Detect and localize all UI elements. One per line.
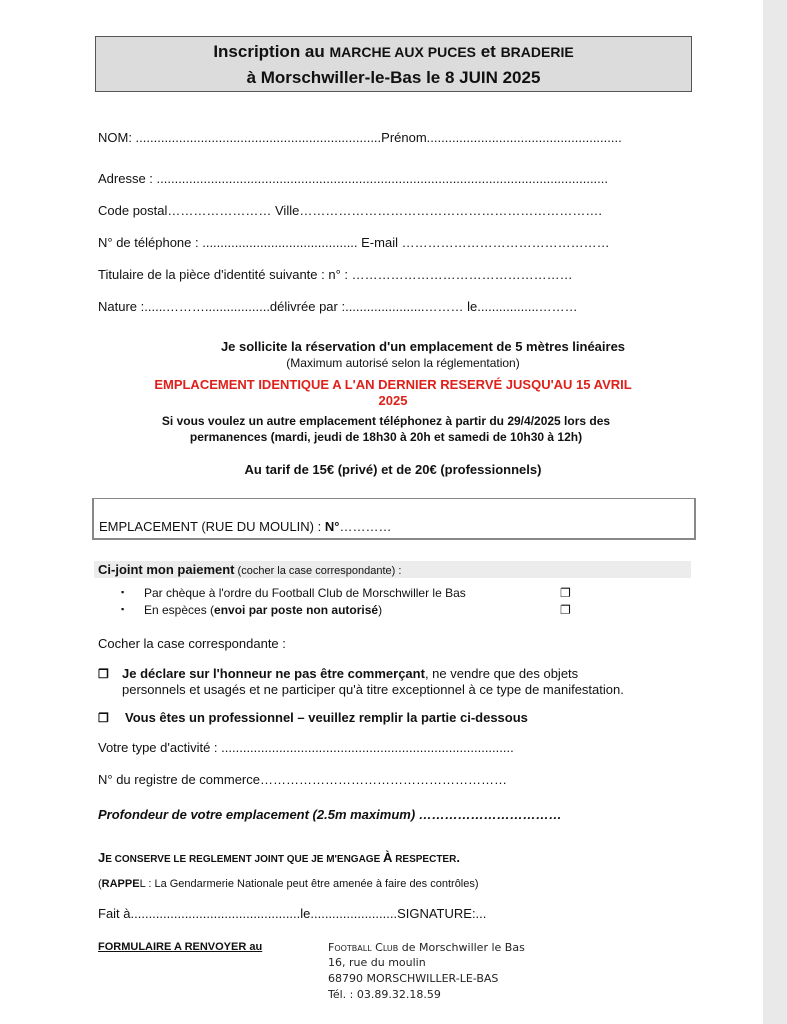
payment-heading-rest: (cocher la case correspondante) :	[234, 565, 402, 577]
info-line-2: permanences (mardi, jeudi de 18h30 à 20h et samedi de 10h30 à 12h)	[189, 430, 583, 444]
titulaire-field[interactable]: Titulaire de la pièce d'identité suivante : n° : ……………………………………………	[98, 267, 573, 282]
nature-field[interactable]: Nature :......………..................délivrée par :......................……… le.................………	[98, 299, 578, 314]
emplacement-number-label: N°	[324, 519, 340, 534]
title-text: BRADERIE	[500, 44, 574, 60]
emplacement-dots: …………	[339, 519, 392, 534]
reglement-text: E CONSERVE LE REGLEMENT JOINT QUE JE M'ENGAGE	[105, 854, 384, 865]
checkbox-non-commercant[interactable]: ❐	[98, 667, 109, 681]
non-commercant-line-2: personnels et usagés et ne participer qu'à titre exceptionnel à ce type de manifestation.	[122, 682, 624, 697]
request-line-2: (Maximum autorisé selon la réglementation)	[286, 356, 520, 370]
payment-option-cheque: Par chèque à l'ordre du Football Club de Morschwiller le Bas	[144, 586, 466, 600]
footer-phone: Tél. : 03.89.32.18.59	[328, 988, 441, 1001]
bullet-icon: ▪	[121, 587, 125, 597]
reservation-notice: EMPLACEMENT IDENTIQUE A L'AN DERNIER RESERVÉ JUSQU'AU 15 AVRIL	[154, 377, 632, 392]
non-commercant-line-1	[122, 666, 578, 681]
emplacement-label: EMPLACEMENT (RUE DU MOULIN) :	[99, 519, 325, 534]
footer-org	[328, 941, 525, 954]
activite-field[interactable]: Votre type d'activité : .................................................................................	[98, 740, 514, 755]
footer-address-2: 68790 MORSCHWILLER-LE-BAS	[328, 972, 499, 985]
org-text: C	[371, 941, 383, 954]
checkbox-cheque[interactable]: ❐	[560, 586, 571, 600]
rappel-text: L : La Gendarmerie Nationale peut être amenée à faire des contrôles)	[139, 878, 479, 890]
adresse-field[interactable]: Adresse : .............................................................................................................................	[98, 171, 609, 186]
emplacement-field[interactable]	[99, 519, 391, 534]
option-text-bold: Je déclare sur l'honneur ne pas être commerçant	[122, 666, 425, 681]
reglement-text: .	[456, 850, 460, 865]
title-text: MARCHE AUX PUCES	[329, 44, 476, 60]
reglement-text: J	[98, 850, 106, 865]
bullet-icon: ▪	[121, 604, 125, 614]
option-text-bold: envoi par poste non autorisé	[214, 603, 379, 617]
signature-line[interactable]: Fait à...............................................le........................SIGNATURE:...	[98, 906, 487, 921]
org-text: de Morschwiller le Bas	[398, 941, 525, 954]
org-text: OOTBALL	[334, 944, 372, 953]
payment-heading	[98, 562, 401, 577]
checkbox-professionnel[interactable]: ❐	[98, 711, 109, 725]
rappel-text: (	[98, 878, 102, 890]
payment-heading-bold: Ci-joint mon paiement	[98, 562, 235, 577]
title-box	[95, 36, 692, 92]
request-line-1: Je sollicite la réservation d'un emplacement de 5 mètres linéaires	[220, 339, 626, 354]
formulaire-label: FORMULAIRE A RENVOYER au	[98, 941, 263, 953]
option-text: En espèces (	[144, 603, 215, 617]
title-text: et	[476, 42, 501, 61]
tarif-line: Au tarif de 15€ (privé) et de 20€ (professionnels)	[244, 462, 542, 477]
registre-field[interactable]: N° du registre de commerce…………………………………………………	[98, 772, 507, 787]
reglement-text: À	[383, 850, 393, 865]
status-intro: Cocher la case correspondante :	[98, 636, 286, 651]
checkbox-especes[interactable]: ❐	[560, 603, 571, 617]
footer-address-1: 16, rue du moulin	[328, 956, 426, 969]
nom-field[interactable]: NOM: ....................................................................Prénom......................................................	[98, 130, 622, 145]
title-line-2: à Morschwiller-le-Bas le 8 JUIN 2025	[246, 68, 541, 87]
code-postal-field[interactable]: Code postal…………………… Ville…………………………………………………………….	[98, 203, 602, 218]
org-text: LUB	[382, 944, 399, 953]
payment-option-especes	[144, 603, 382, 617]
emplacement-box	[92, 498, 696, 540]
telephone-field[interactable]: N° de téléphone : ........................................... E-mail …………………………………………	[98, 235, 610, 250]
profondeur-field[interactable]: Profondeur de votre emplacement (2.5m maximum) ……………………………	[98, 807, 562, 822]
org-text: F	[328, 941, 335, 954]
option-text: , ne vendre que des objets	[424, 666, 579, 681]
reglement-text: RESPECTER	[392, 854, 457, 865]
rappel-line	[98, 878, 479, 890]
reservation-year: 2025	[378, 393, 408, 408]
professionnel-option: Vous êtes un professionnel – veuillez remplir la partie ci-dessous	[125, 710, 528, 725]
reglement-line	[98, 850, 460, 865]
title-text: Inscription au	[213, 42, 330, 61]
info-line-1: Si vous voulez un autre emplacement téléphonez à partir du 29/4/2025 lors des	[161, 414, 611, 428]
option-text: )	[378, 603, 383, 617]
title-line-1	[96, 42, 691, 62]
rappel-text-bold: RAPPE	[101, 878, 140, 890]
